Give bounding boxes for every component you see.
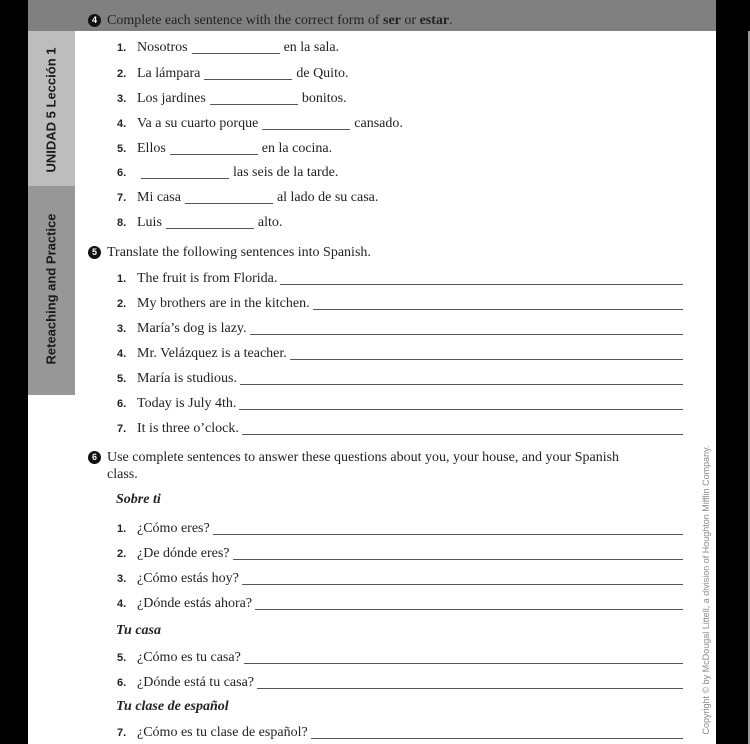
item-text-before: Luis bbox=[137, 215, 162, 230]
list-item bbox=[117, 39, 339, 57]
item-text-before: Va a su cuarto porque bbox=[137, 116, 259, 131]
item-number: 5. bbox=[117, 652, 127, 664]
item-number: 5. bbox=[117, 373, 127, 385]
answer-line[interactable] bbox=[250, 321, 683, 335]
list-item bbox=[117, 90, 347, 108]
activity-number-badge: 4 bbox=[88, 14, 101, 27]
list-item bbox=[117, 189, 378, 207]
item-text: My brothers are in the kitchen. bbox=[137, 296, 310, 311]
list-item bbox=[117, 520, 683, 538]
item-text-after: en la sala. bbox=[283, 40, 340, 55]
subsection-title: Tu casa bbox=[116, 623, 161, 638]
left-border bbox=[0, 0, 28, 744]
answer-line[interactable] bbox=[280, 271, 683, 285]
item-number: 1. bbox=[117, 523, 127, 535]
instruction-text: Complete each sentence with the correct form of bbox=[107, 13, 383, 28]
item-text-after: cansado. bbox=[354, 116, 403, 131]
list-item bbox=[117, 164, 338, 182]
list-item bbox=[117, 595, 683, 613]
item-number: 3. bbox=[117, 573, 127, 585]
answer-line[interactable] bbox=[239, 396, 683, 410]
answer-blank[interactable] bbox=[192, 40, 280, 54]
item-text-after: bonitos. bbox=[301, 91, 347, 106]
top-right-border bbox=[716, 0, 750, 31]
item-text-before: Ellos bbox=[137, 141, 166, 156]
item-number: 2. bbox=[117, 298, 127, 310]
item-number: 6. bbox=[117, 677, 127, 689]
item-text-after: las seis de la tarde. bbox=[233, 165, 339, 180]
item-text-after: al lado de su casa. bbox=[276, 190, 379, 205]
item-number: 4. bbox=[117, 598, 127, 610]
keyword-ser: ser bbox=[383, 13, 401, 28]
list-item bbox=[117, 295, 683, 313]
item-number: 1. bbox=[117, 42, 127, 54]
item-number: 3. bbox=[117, 323, 127, 335]
answer-line[interactable] bbox=[255, 596, 683, 610]
item-number: 2. bbox=[117, 68, 127, 80]
answer-blank[interactable] bbox=[141, 165, 229, 179]
item-text: ¿Cómo eres? bbox=[137, 521, 210, 536]
answer-line[interactable] bbox=[240, 371, 683, 385]
item-number: 2. bbox=[117, 548, 127, 560]
list-item bbox=[117, 395, 683, 413]
keyword-estar: estar bbox=[419, 13, 450, 28]
item-number: 7. bbox=[117, 423, 127, 435]
unit-label: UNIDAD 5 Lección 1 bbox=[43, 47, 59, 173]
copyright-notice: Copyright © by McDougal Littell, a division of Houghton Mifflin Company. bbox=[701, 445, 711, 735]
subsection-title: Tu clase de español bbox=[116, 699, 229, 714]
list-item bbox=[117, 270, 683, 288]
item-number: 7. bbox=[117, 192, 127, 204]
answer-line[interactable] bbox=[233, 546, 683, 560]
answer-blank[interactable] bbox=[262, 116, 350, 130]
activity-6-instruction: Use complete sentences to answer these questions about you, your house, and your Spanish class. bbox=[107, 450, 620, 482]
answer-blank[interactable] bbox=[204, 66, 292, 80]
item-text-after: en la cocina. bbox=[261, 141, 333, 156]
item-text-after: de Quito. bbox=[296, 66, 349, 81]
answer-blank[interactable] bbox=[170, 141, 258, 155]
item-number: 1. bbox=[117, 273, 127, 285]
activity-number-badge: 5 bbox=[88, 246, 101, 259]
item-text: It is three o’clock. bbox=[137, 421, 239, 436]
answer-blank[interactable] bbox=[210, 91, 298, 105]
item-text-after: alto. bbox=[257, 215, 283, 230]
item-text: Today is July 4th. bbox=[137, 396, 237, 411]
answer-line[interactable] bbox=[313, 296, 683, 310]
answer-blank[interactable] bbox=[166, 215, 254, 229]
item-text-before: La lámpara bbox=[137, 66, 201, 81]
item-number: 7. bbox=[117, 727, 127, 739]
list-item bbox=[117, 545, 683, 563]
answer-line[interactable] bbox=[242, 421, 683, 435]
activity-4-heading bbox=[88, 12, 453, 29]
activity-number-badge: 6 bbox=[88, 451, 101, 464]
list-item bbox=[117, 674, 683, 692]
right-border bbox=[716, 31, 748, 744]
list-item bbox=[117, 570, 683, 588]
item-text: ¿Cómo es tu clase de español? bbox=[137, 725, 308, 740]
item-text: ¿Dónde estás ahora? bbox=[137, 596, 253, 611]
answer-line[interactable] bbox=[290, 346, 683, 360]
answer-line[interactable] bbox=[257, 675, 683, 689]
list-item bbox=[117, 649, 683, 667]
item-text: The fruit is from Florida. bbox=[137, 271, 278, 286]
list-item bbox=[117, 345, 683, 363]
list-item bbox=[117, 214, 282, 232]
item-number: 6. bbox=[117, 167, 127, 179]
list-item bbox=[117, 370, 683, 388]
item-number: 5. bbox=[117, 143, 127, 155]
item-number: 4. bbox=[117, 348, 127, 360]
list-item bbox=[117, 140, 332, 158]
item-text-before: Nosotros bbox=[137, 40, 188, 55]
item-number: 3. bbox=[117, 93, 127, 105]
list-item bbox=[117, 65, 348, 83]
item-text: María’s dog is lazy. bbox=[137, 321, 247, 336]
list-item bbox=[117, 115, 403, 133]
answer-line[interactable] bbox=[311, 725, 683, 739]
answer-line[interactable] bbox=[242, 571, 683, 585]
instruction-text: . bbox=[449, 13, 453, 28]
item-text: María is studious. bbox=[137, 371, 237, 386]
item-text-before: Mi casa bbox=[137, 190, 181, 205]
item-text: ¿Dónde está tu casa? bbox=[137, 675, 254, 690]
activity-6-heading bbox=[88, 449, 628, 483]
item-text-before: Los jardines bbox=[137, 91, 206, 106]
list-item bbox=[117, 420, 683, 438]
answer-line[interactable] bbox=[244, 650, 683, 664]
list-item bbox=[117, 320, 683, 338]
activity-5-instruction: Translate the following sentences into Spanish. bbox=[107, 245, 371, 260]
item-text: ¿Cómo estás hoy? bbox=[137, 571, 239, 586]
list-item bbox=[117, 724, 683, 742]
item-number: 6. bbox=[117, 398, 127, 410]
answer-line[interactable] bbox=[213, 521, 683, 535]
item-number: 8. bbox=[117, 217, 127, 229]
instruction-text: or bbox=[400, 13, 420, 28]
item-text: ¿Cómo es tu casa? bbox=[137, 650, 241, 665]
activity-5-heading bbox=[88, 244, 371, 261]
answer-blank[interactable] bbox=[185, 190, 273, 204]
subsection-title: Sobre ti bbox=[116, 492, 161, 507]
item-text: Mr. Velázquez is a teacher. bbox=[137, 346, 287, 361]
item-text: ¿De dónde eres? bbox=[137, 546, 230, 561]
item-number: 4. bbox=[117, 118, 127, 130]
section-label: Reteaching and Practice bbox=[43, 213, 59, 365]
activity-4-instruction bbox=[107, 12, 453, 29]
